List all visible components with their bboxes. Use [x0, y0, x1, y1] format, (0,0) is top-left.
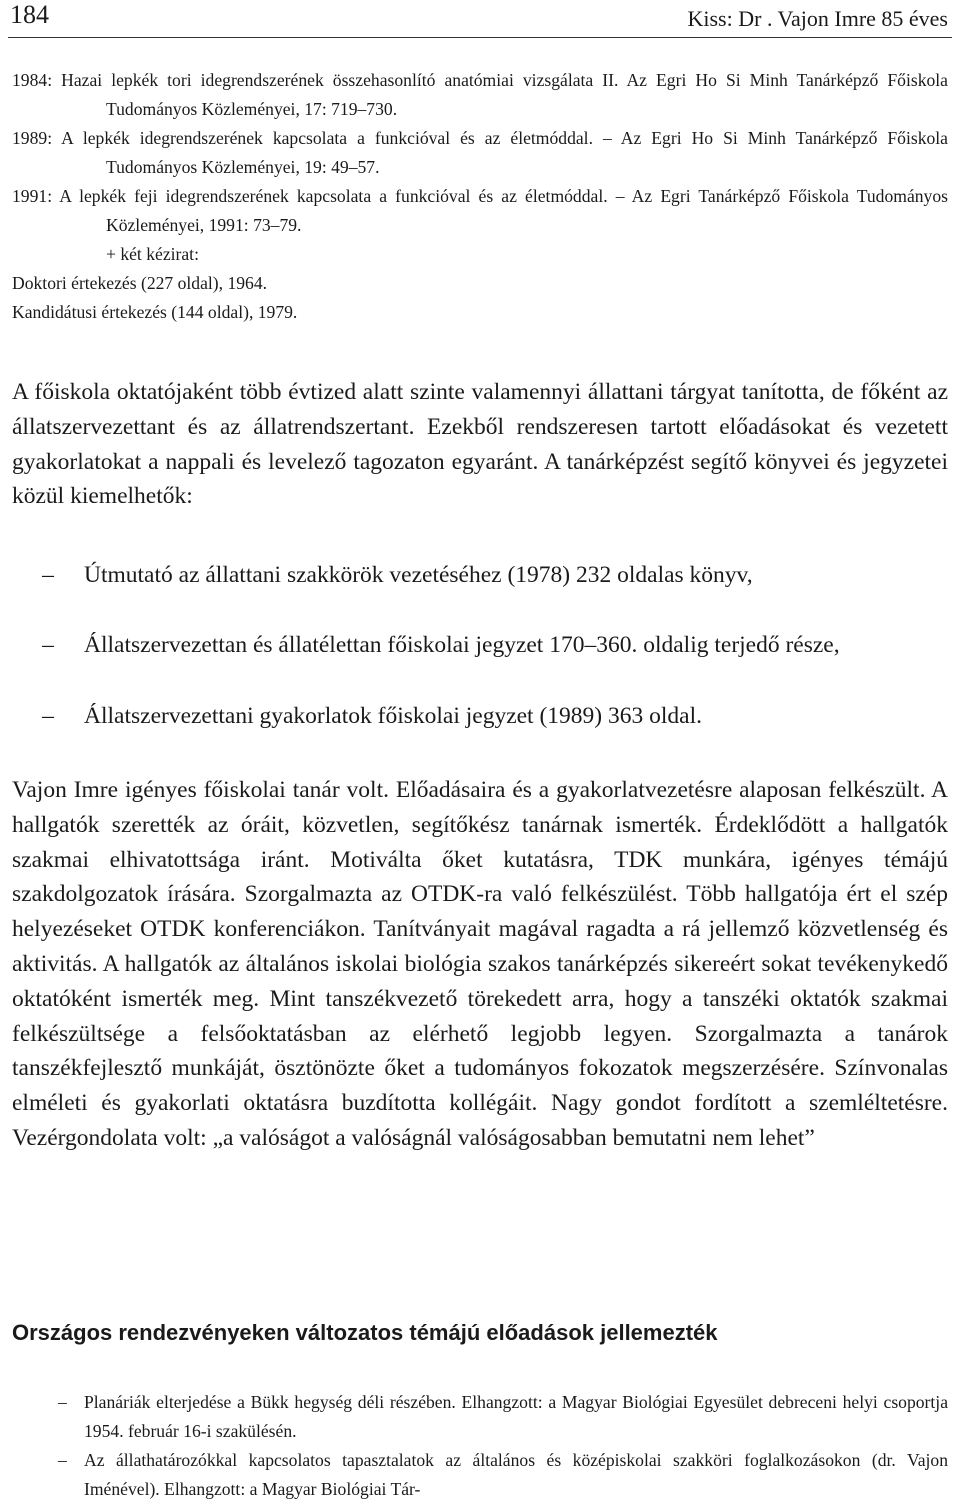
manuscripts-intro: + két kézirat:: [106, 244, 199, 264]
paragraph-teaching: A főiskola oktatójaként több évtized alatt szinte valamennyi állattani tárgyat tanította, de főként az állatszervezettant és az állatrendszertant. Ezekből rendszeresen tartott előadásokat és vezetett gyakorlatokat a nappali és levelező tagozaton egyaránt. A tanárképzést segítő könyvei és jegyzetei közül kiemelhetők:: [12, 379, 948, 510]
section-heading: Országos rendezvényeken változatos témájú előadások jellemezték: [12, 1320, 718, 1345]
dash-marker: –: [42, 632, 54, 658]
page-header: [0, 0, 960, 40]
publication-list: [12, 66, 948, 327]
book-item: [12, 699, 948, 734]
dash-marker: –: [58, 1392, 67, 1412]
publication-text: A lepkék idegrendszerének kapcsolata a funkcióval és az életmóddal. – Az Egri Ho Si Minh Tanárképző Főiskola Tudományos Közleményei, 19: 49–57.: [61, 128, 948, 177]
publication-entry: [12, 66, 948, 124]
event-list: [12, 1388, 948, 1504]
running-head: Kiss: Dr . Vajon Imre 85 éves: [687, 6, 948, 31]
event-item: [12, 1446, 948, 1504]
page-number: 184: [10, 0, 49, 29]
publication-year: 1989:: [12, 128, 53, 148]
manuscript-item: Doktori értekezés (227 oldal), 1964.: [12, 273, 268, 293]
publication-entry: [12, 124, 948, 182]
header-rule: [8, 37, 952, 38]
dash-marker: –: [58, 1450, 67, 1470]
publication-entry: [12, 182, 948, 240]
book-text: Útmutató az állattani szakkörök vezetéséhez (1978) 232 oldalas könyv,: [84, 562, 753, 588]
event-text: Az állathatározókkal kapcsolatos tapasztalatok az általános és középiskolai szakköri foglalkozásokon (dr. Vajon Iménével). Elhangzott: a Magyar Biológiai Tár-: [84, 1450, 948, 1499]
publication-text: Hazai lepkék tori idegrendszerének összehasonlító anatómiai vizsgálata II. Az Egri Ho Si Minh Tanárképző Főiskola Tudományos Közleményei, 17: 719–730.: [61, 70, 948, 119]
book-item: [12, 558, 948, 593]
book-item: [12, 628, 948, 663]
paragraph-character: Vajon Imre igényes főiskolai tanár volt. Előadásaira és a gyakorlatvezetésre alaposan felkészült. A hallgatók szerették az óráit, közvetlen, segítőkész tanárnak ismerték. Érdeklődött a hallgatók szakmai elhivatottsága iránt. Motiválta őket kutatásra, TDK munkára, igényes témájú szakdolgozatok írására. Szorgalmazta az OTDK-ra való felkészülést. Több hallgatója ért el szép helyezéseket OTDK konferenciákon. Tanítványait magával ragadta a rá jellemző közvetlenség és aktivitás. A hallgatók az általános iskolai biológia szakos tanárképzés sikereért sokat tevékenykedő oktatóként ismerték meg. Mint tanszékvezető törekedett arra, hogy a tanszéki oktatók szakmai felkészültsége a felsőoktatásban az elérhető legjobb legyen. Szorgalmazta a tanárok tanszékfejlesztő munkáját, ösztönözte őket a tudományos fokozatok megszerzésére. Színvonalas elméleti és gyakorlati oktatásra buzdította kollégáit. Nagy gondot fordított a szemléltetésre. Vezérgondolata volt: „a valóságot a valóságnál valóságosabban bemutatni nem lehet”: [12, 777, 948, 1151]
publication-text: A lepkék feji idegrendszerének kapcsolata a funkcióval és az életmóddal. – Az Egri Tanárképző Főiskola Tudományos Közleményei, 1991: 73–79.: [59, 186, 948, 235]
publication-year: 1984:: [12, 70, 53, 90]
book-text: Állatszervezettan és állatélettan főiskolai jegyzet 170–360. oldalig terjedő része,: [84, 632, 840, 658]
manuscript-item: Kandidátusi értekezés (144 oldal), 1979.: [12, 302, 298, 322]
dash-marker: –: [42, 703, 54, 729]
event-text: Planáriák elterjedése a Bükk hegység déli részében. Elhangzott: a Magyar Biológiai Egyesület debreceni helyi csoportja 1954. február 16-i szakülésén.: [84, 1392, 948, 1441]
event-item: [12, 1388, 948, 1446]
book-text: Állatszervezettani gyakorlatok főiskolai jegyzet (1989) 363 oldal.: [84, 703, 702, 729]
publication-year: 1991:: [12, 186, 53, 206]
dash-marker: –: [42, 562, 54, 588]
